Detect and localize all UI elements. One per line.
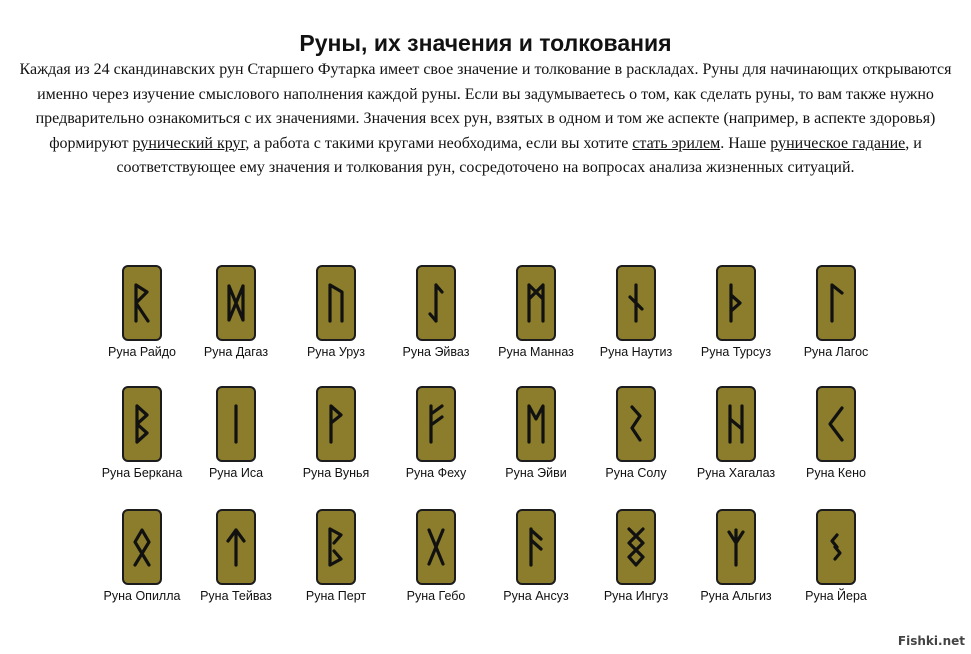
hagalaz-rune-icon (716, 386, 756, 462)
wunjo-rune-icon (316, 386, 356, 462)
become-eril-link[interactable]: стать эрилем (632, 134, 721, 152)
watermark: Fishki.net (897, 634, 965, 648)
rune-label: Руна Опилла (103, 589, 181, 603)
intro-text-4: , и соответствующее ему значения и толкования рун, сосредоточено на вопросах анализа жизненных ситуаций. (116, 134, 922, 176)
thurisaz-rune-icon (716, 265, 756, 341)
algiz-rune-icon (716, 509, 756, 585)
othala-rune-icon (122, 509, 162, 585)
intro-text-3: . Наше (720, 134, 771, 152)
raido-rune-icon (122, 265, 162, 341)
sowilo-rune-icon (616, 386, 656, 462)
rune-label: Руна Иса (208, 466, 264, 480)
gebo-rune-icon (416, 509, 456, 585)
fehu-rune-icon (416, 386, 456, 462)
rune-label: Руна Солу (605, 466, 667, 480)
rune-label: Руна Вунья (302, 466, 370, 480)
rune-card[interactable] (776, 509, 896, 604)
rune-label: Руна Ингуз (603, 589, 669, 603)
rune-label: Руна Эйваз (402, 345, 470, 359)
rune-label: Руна Ансуз (503, 589, 569, 603)
rune-card[interactable] (776, 386, 896, 481)
dagaz-rune-icon (216, 265, 256, 341)
rune-label: Руна Феху (405, 466, 467, 480)
mannaz-rune-icon (516, 265, 556, 341)
ansuz-rune-icon (516, 509, 556, 585)
rune-label: Руна Кено (805, 466, 866, 480)
rune-label: Руна Уруз (306, 345, 366, 359)
page-title: Руны, их значения и толкования (299, 30, 672, 56)
rune-label: Руна Дагаз (203, 345, 269, 359)
rune-label: Руна Беркана (101, 466, 183, 480)
rune-divination-link[interactable]: руническое гадание (770, 134, 906, 152)
rune-label: Руна Гебо (406, 589, 466, 603)
rune-label: Руна Йера (805, 589, 867, 603)
rune-label: Руна Наутиз (599, 345, 673, 359)
runic-circle-link[interactable]: рунический круг (132, 134, 246, 152)
rune-label: Руна Перт (305, 589, 367, 603)
rune-label: Руна Хагалаз (696, 466, 776, 480)
eihwaz-rune-icon (416, 265, 456, 341)
laguz-rune-icon (816, 265, 856, 341)
rune-label: Руна Тейваз (200, 589, 272, 603)
rune-label: Руна Эйви (505, 466, 567, 480)
rune-label: Руна Манназ (498, 345, 574, 359)
rune-label: Руна Турсуз (700, 345, 772, 359)
rune-label: Руна Лагос (803, 345, 869, 359)
intro-text-1: Каждая из 24 скандинавских рун Старшего Футарка имеет свое значение и толкование в раскладах. Руны для начинающих открываются именно через изучение смыслового наполнения каждой руны. Если вы задумываетесь о том, как сделать руны, то вам также нужно предварительно ознакомиться с их значениями. Значения всех рун, взятых в одном и том же аспекте (например, в аспекте здоровья) формируют (19, 61, 952, 152)
isa-rune-icon (216, 386, 256, 462)
intro-text-2: , а работа с такими кругами необходима, если вы хотите (245, 134, 633, 152)
uruz-rune-icon (316, 265, 356, 341)
ehwaz-rune-icon (516, 386, 556, 462)
rune-card[interactable] (776, 265, 896, 360)
rune-label: Руна Райдо (107, 345, 177, 359)
rune-label: Руна Альгиз (700, 589, 772, 603)
tiwaz-rune-icon (216, 509, 256, 585)
berkana-rune-icon (122, 386, 162, 462)
perthro-rune-icon (316, 509, 356, 585)
jera-rune-icon (816, 509, 856, 585)
kenaz-rune-icon (816, 386, 856, 462)
inguz-rune-icon (616, 509, 656, 585)
nauthiz-rune-icon (616, 265, 656, 341)
